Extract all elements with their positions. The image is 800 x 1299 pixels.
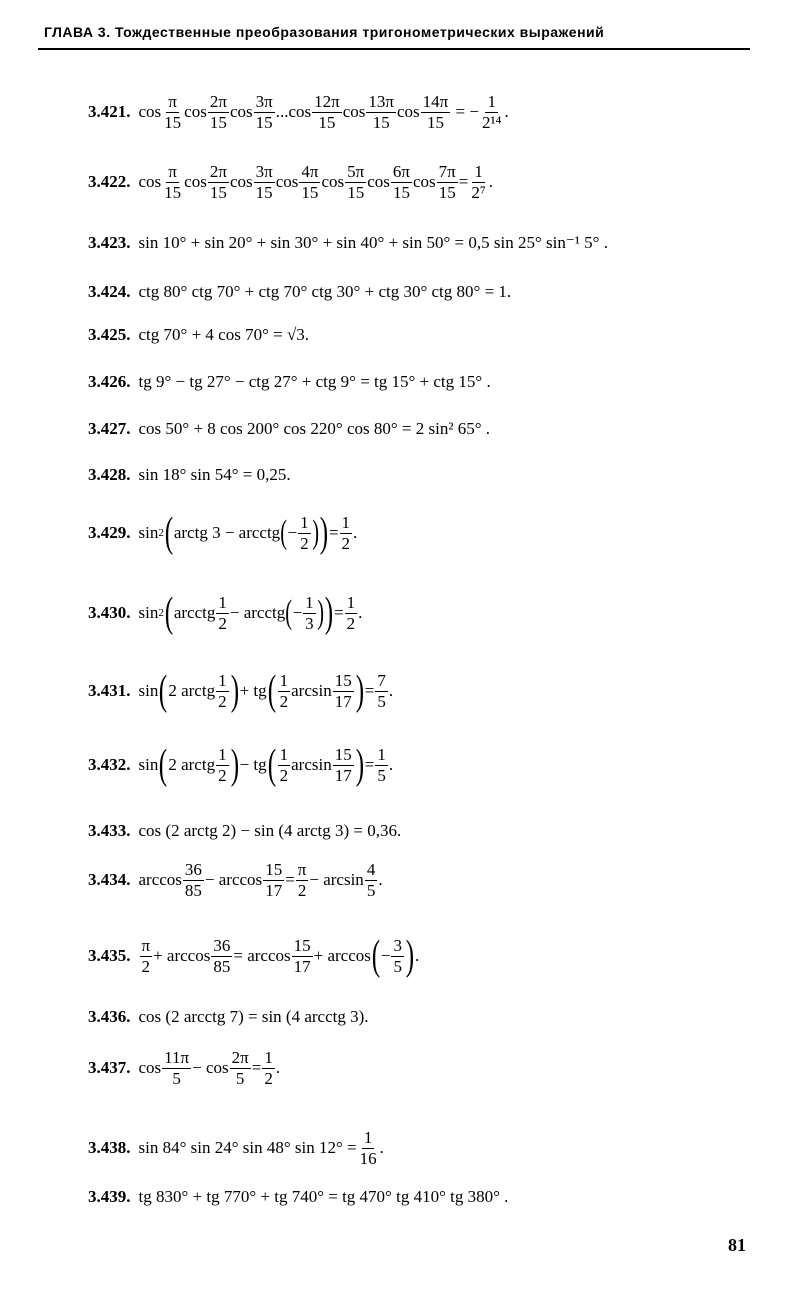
denominator: 17 [334,691,352,711]
denominator: 2 [141,956,151,976]
numerator: 15 [334,670,352,690]
fraction [216,745,229,785]
formula-text: cos (2 arcctg 7) = sin (4 arcctg 3). [138,1007,369,1026]
denominator: 15 [301,182,319,202]
denominator: 15 [372,112,390,132]
fraction [375,671,388,711]
numerator: 2π [231,1048,249,1067]
numerator: 7π [438,162,456,181]
problem-3-421: 3.421. cos $\frac{\pi}{15}$ cos $\frac{2\pi}{15}$ cos $\frac{3\pi}{15}$ ...cos $\frac{12\pi}{15}$ cos $\frac{13\pi}{15}$ cos $\frac{14\pi}{15}$ = − $\frac{1}{\text{2¹⁴}}$ . [88,92,509,132]
denominator: 85 [213,956,231,976]
fraction [183,860,204,900]
numerator: 2π [209,92,227,111]
denominator: 2 [264,1068,273,1088]
bracket: ) [311,514,319,551]
problem-3-439 [88,1188,508,1207]
numerator: 7 [377,670,386,690]
numerator: π [141,935,151,955]
problem-number: 3.425. [88,325,131,344]
problem-3-432: 3.432. sin ( 2 arctg $\frac{1}{2}$ ) − tg ( $\frac{1}{2}$ arcsin $\frac{15}{17}$ ) = $\frac{1}{5}$ . [88,742,394,788]
problem-3-429: 3.429. sin 2 ( arctg 3 − arcctg ( − $\frac{1}{2}$ ) ) = $\frac{1}{2}$ . [88,510,358,556]
denominator: 2 [218,765,227,785]
denominator: 17 [265,880,283,900]
fraction [345,162,366,202]
problem-number: 3.422. [88,171,131,191]
numerator: 12π [314,92,340,111]
denominator: 15 [209,182,227,202]
problem-number: 3.435. [88,945,131,965]
problem-number: 3.439. [88,1187,131,1206]
problem-3-428 [88,466,291,485]
numerator: 1 [218,744,227,764]
denominator: 15 [347,182,365,202]
fraction [375,745,388,785]
denominator: 2 [341,533,351,553]
numerator: 15 [334,744,352,764]
fraction [278,745,291,785]
denominator: 17 [293,956,311,976]
numerator: 1 [279,670,289,690]
fraction [303,593,316,633]
denominator: 2 [279,691,289,711]
numerator: 14π [422,92,449,111]
numerator: 1 [363,1128,373,1147]
denominator: 85 [184,880,202,900]
problem-number: 3.426. [88,372,131,391]
fraction [263,860,284,900]
denominator: 5 [366,880,376,900]
fraction [391,936,404,976]
fraction [421,92,451,132]
fraction [162,92,183,132]
denominator: 15 [438,182,456,202]
bracket: ) [316,594,324,631]
problem-number: 3.437. [88,1057,131,1077]
bracket: ( [280,514,288,551]
fraction [366,92,396,132]
problem-3-427 [88,420,490,439]
fraction [333,745,354,785]
numerator: 15 [293,935,311,955]
chapter-header: ГЛАВА 3. Тождественные преобразования тригонометрических выражений [38,24,750,50]
bracket: ) [230,668,239,714]
problem-number: 3.438. [88,1137,131,1157]
problem-number: 3.433. [88,821,131,840]
bracket: ( [164,510,174,556]
formula-text: cos (2 arctg 2) − sin (4 arctg 3) = 0,36. [138,821,402,840]
bracket: ( [159,668,168,714]
numerator: 13π [368,92,394,111]
numerator: 15 [265,860,283,879]
numerator: 36 [184,860,202,879]
numerator: 1 [474,162,483,181]
denominator: 2¹⁴ [481,112,502,132]
bracket: ( [371,933,381,979]
denominator: 16 [359,1148,377,1168]
problem-number: 3.432. [88,754,131,774]
denominator: 15 [426,112,444,132]
bracket: ) [355,668,364,714]
numerator: 1 [487,92,496,111]
formula-text: sin 84° sin 24° sin 48° sin 12° = [138,1137,357,1157]
fraction [140,936,153,976]
numerator: 2π [209,162,227,181]
problem-3-422: 3.422. cos $\frac{\pi}{15}$ cos $\frac{2\pi}{15}$ cos $\frac{3\pi}{15}$ cos $\frac{4\pi}{15}$ cos $\frac{5\pi}{15}$ cos $\frac{6\pi}{15}$ cos $\frac{7\pi}{15}$ = $\frac{1}{\text{2⁷}}$ . [88,162,494,202]
denominator: 2 [218,691,227,711]
denominator: 5 [377,691,386,711]
numerator: 3π [255,162,273,181]
denominator: 2 [279,765,289,785]
denominator: 2⁷ [471,182,486,202]
exponent: 2 [158,526,164,539]
denominator: 2 [346,613,356,633]
fraction [230,1048,251,1088]
problem-3-437: 3.437. cos $\frac{11\pi}{5}$ − cos $\frac{2\pi}{5}$ = $\frac{1}{2}$ . [88,1048,281,1088]
fraction [162,1048,191,1088]
problem-number: 3.429. [88,522,131,542]
fraction [262,1048,275,1088]
fraction [345,593,358,633]
numerator: 5π [347,162,365,181]
problem-3-426 [88,373,491,392]
problem-3-434: 3.434. arccos $\frac{36}{85}$ − arccos $\frac{15}{17}$ = $\frac{\pi}{2}$ − arcsin $\frac{4}{5}$ . [88,860,383,900]
denominator: 15 [164,112,182,132]
exponent: 2 [158,606,164,619]
problem-number: 3.431. [88,680,131,700]
bracket: ( [267,742,276,788]
bracket: ( [267,668,276,714]
denominator: 17 [334,765,352,785]
problem-number: 3.436. [88,1007,131,1026]
fraction [216,671,229,711]
bracket: ( [285,594,293,631]
denominator: 15 [255,112,273,132]
denominator: 15 [164,182,182,202]
fraction [469,162,487,202]
numerator: 1 [346,592,356,612]
problem-3-431: 3.431. sin ( 2 arctg $\frac{1}{2}$ ) + tg ( $\frac{1}{2}$ arcsin $\frac{15}{17}$ ) = $\frac{7}{5}$ . [88,668,394,714]
fraction [292,936,313,976]
fraction [208,92,229,132]
bracket: ) [324,590,334,636]
denominator: 15 [318,112,336,132]
fraction [254,92,275,132]
numerator: 1 [218,592,227,612]
fraction [296,860,309,900]
fraction [391,162,412,202]
formula-text: cos 50° + 8 cos 200° cos 220° cos 80° = 2 sin² 65° . [138,419,490,438]
fraction [340,513,353,553]
formula-text: ctg 70° + 4 cos 70° = √3. [138,325,310,344]
bracket: ) [319,510,329,556]
fraction [216,593,229,633]
bracket: ) [405,933,415,979]
problem-3-436 [88,1008,369,1027]
formula-text: sin 10° + sin 20° + sin 30° + sin 40° + sin 50° = 0,5 sin 25° sin⁻¹ 5° . [138,233,608,252]
bracket: ( [164,590,174,636]
numerator: π [297,860,307,879]
fraction [162,162,183,202]
bracket: ) [230,742,239,788]
problem-3-425 [88,326,309,345]
numerator: 4 [366,860,376,879]
formula-text: tg 830° + tg 770° + tg 740° = tg 470° tg 410° tg 380° . [138,1187,509,1206]
problem-3-438: 3.438. sin 84° sin 24° sin 48° sin 12° = $\frac{1}{16}$ . [88,1128,384,1168]
page-number: 81 [728,1235,746,1255]
numerator: 1 [218,670,227,690]
numerator: 1 [279,744,289,764]
problem-3-430: 3.430. sin 2 ( arcctg $\frac{1}{2}$ − arcctg ( − $\frac{1}{3}$ ) ) = $\frac{1}{2}$ . [88,590,363,636]
fraction [437,162,458,202]
numerator: 1 [377,744,386,764]
bracket: ) [355,742,364,788]
fraction [333,671,354,711]
denominator: 5 [235,1068,245,1088]
denominator: 2 [300,533,309,553]
problem-number: 3.428. [88,465,131,484]
problem-3-423 [88,234,608,253]
denominator: 5 [172,1068,181,1088]
problem-3-424 [88,283,511,302]
fraction [278,671,291,711]
bracket: ( [159,742,168,788]
formula-text: tg 9° − tg 27° − ctg 27° + ctg 9° = tg 15° + ctg 15° . [138,372,491,391]
denominator: 15 [209,112,227,132]
numerator: π [168,92,177,111]
problem-number: 3.424. [88,282,131,301]
denominator: 3 [305,613,314,633]
fraction [365,860,378,900]
problem-3-435: 3.435. $\frac{\pi}{2}$ + arccos $\frac{36}{85}$ = arccos $\frac{15}{17}$ + arccos ( − $\frac{3}{5}$ ) . [88,933,420,979]
fraction [358,1128,379,1168]
fraction [299,162,320,202]
numerator: 11π [164,1048,190,1067]
denominator: 15 [255,182,273,202]
problem-number: 3.427. [88,419,131,438]
problem-number: 3.430. [88,602,131,622]
problem-number: 3.434. [88,869,131,889]
formula-text: ctg 80° ctg 70° + ctg 70° ctg 30° + ctg 30° ctg 80° = 1. [138,282,512,301]
numerator: 6π [392,162,410,181]
fraction [211,936,232,976]
denominator: 5 [393,956,402,976]
fraction [312,92,342,132]
fraction [254,162,275,202]
numerator: 3π [255,92,273,111]
numerator: 4π [301,162,319,181]
denominator: 15 [392,182,410,202]
problem-number: 3.421. [88,101,131,121]
numerator: 3 [393,935,402,955]
denominator: 5 [377,765,386,785]
fraction [208,162,229,202]
numerator: π [168,162,177,181]
numerator: 1 [264,1048,273,1067]
fraction [298,513,311,553]
numerator: 1 [300,512,309,532]
numerator: 1 [341,512,351,532]
problem-number: 3.423. [88,233,131,252]
numerator: 1 [305,592,314,612]
denominator: 2 [218,613,227,633]
numerator: 36 [213,935,231,955]
denominator: 2 [297,880,307,900]
fraction [480,92,504,132]
problem-3-433 [88,822,401,841]
formula-text: sin 18° sin 54° = 0,25. [138,465,291,484]
